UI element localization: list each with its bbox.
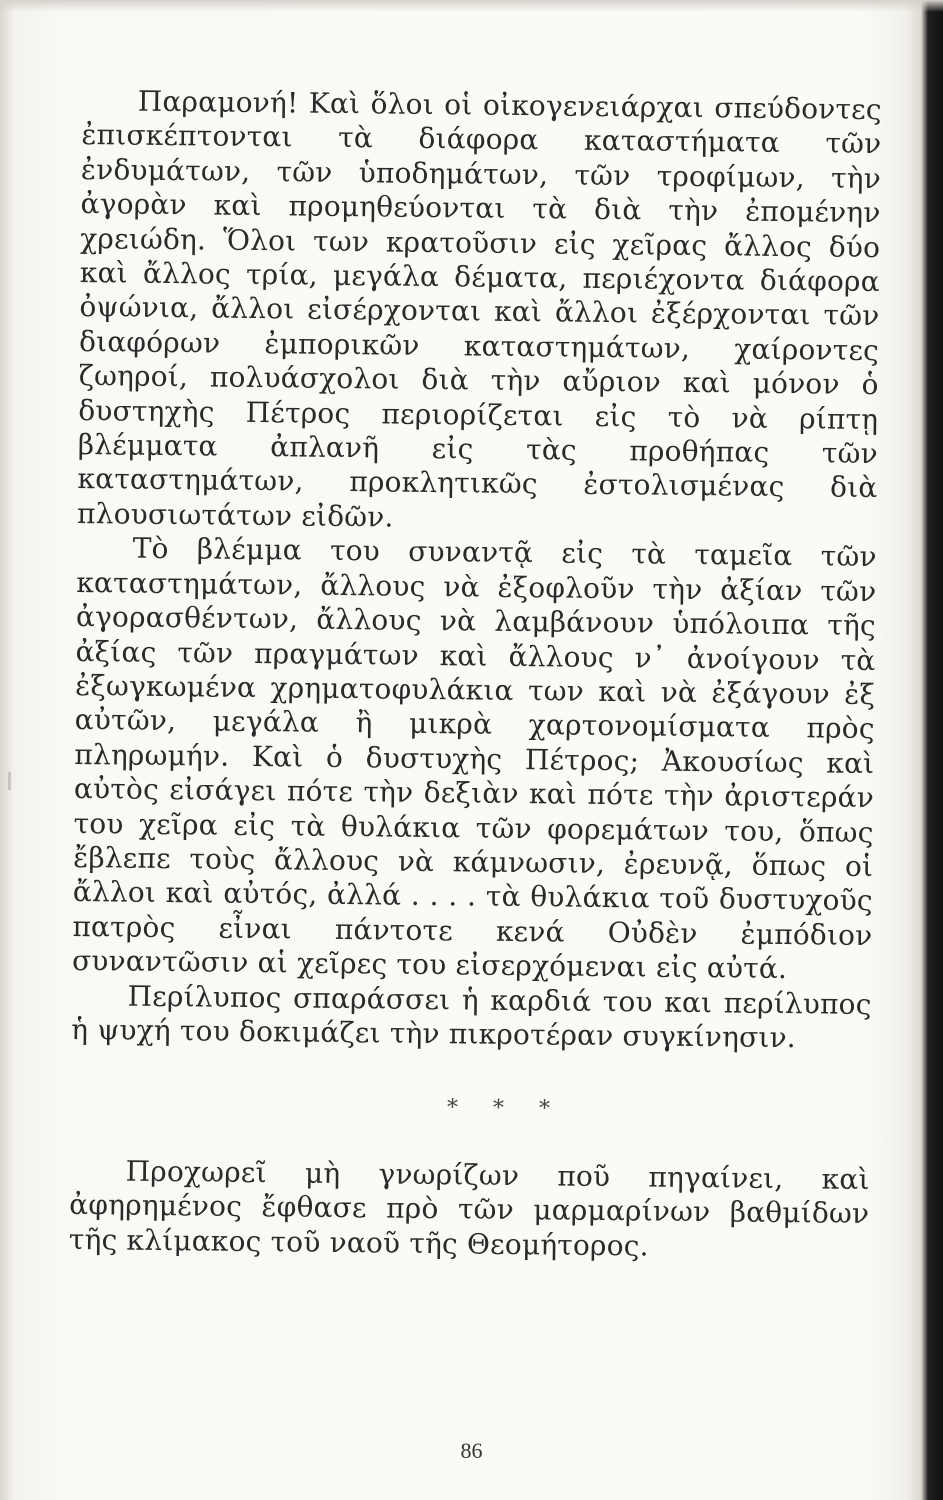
paragraph-3: Περίλυπος σπαράσσει ἡ καρδιά του και περίλυπος ἡ ψυχή του δοκιμάζει τὴν πικροτέραν συγκίνησιν. xyxy=(71,979,872,1055)
page-top-shadow xyxy=(0,0,943,12)
body-text xyxy=(69,84,882,1266)
scan-speck xyxy=(8,772,11,790)
section-separator: * * * xyxy=(446,1095,565,1122)
paragraph-2: Τὸ βλέμμα του συναντᾷ εἰς τὰ ταμεῖα τῶν καταστημάτων, ἄλλους νὰ ἐξοφλοῦν τὴν ἀξίαν τῶν ἀγορασθέντων, ἄλλους νὰ λαμβάνουν ὑπόλοιπα τῆς ἀξίας τῶν πραγμάτων καὶ ἄλλους ν᾽ ἀνοίγουν τὰ ἐξωγκωμένα χρηματοφυλάκια των καὶ νὰ ἐξάγουν ἐξ αὐτῶν, μεγάλα ἢ μικρὰ χαρτονομίσματα πρὸς πληρωμήν. Καὶ ὁ δυστυχὴς Πέτρος; Ἀκουσίως καὶ αὐτὸς εἰσάγει πότε τὴν δεξιὰν καὶ πότε τὴν ἀριστεράν του χεῖρα εἰς τὰ θυλάκια τῶν φορεμάτων του, ὅπως ἔβλεπε τοὺς ἄλλους νὰ κάμνωσιν, ἐρευνᾷ, ὅπως οἱ ἄλλοι καὶ αὐτός, ἀλλά . . . . τὰ θυλάκια τοῦ δυστυχοῦς πατρὸς εἶναι πάντοτε κενά Οὐδὲν ἐμπόδιον συναντῶσιν αἱ χεῖρες του εἰσερχόμεναι εἰς αὐτά. xyxy=(71,531,877,986)
page-number: 86 xyxy=(460,1438,483,1463)
paragraph-4: Προχωρεῖ μὴ γνωρίζων ποῦ πηγαίνει, καὶ ἀφηρημένος ἔφθασε πρὸ τῶν μαρμαρίνων βαθμίδων τῆς κλίμακος τοῦ ναοῦ τῆς Θεομήτορος. xyxy=(68,1154,870,1263)
paragraph-1: Παραμονή! Καὶ ὅλοι οἱ οἰκογενειάρχαι σπεύδοντες ἐπισκέπτονται τὰ διάφορα καταστήματα τῶν ἐνδυμάτων, τῶν ὑποδημάτων, τῶν τροφίμων, τὴν ἀγορὰν καὶ προμηθεύονται τὰ διὰ τὴν ἐπομένην χρειώδη. Ὅλοι των κρατοῦσιν εἰς χεῖρας ἄλλος δύο καὶ ἄλλος τρία, μεγάλα δέματα, περιέχοντα διάφορα ὀψώνια, ἄλλοι εἰσέρχονται καὶ ἄλλοι ἐξέρχονται τῶν διαφόρων ἐμπορικῶν καταστημάτων, χαίροντες ζωηροί, πολυάσχολοι διὰ τὴν αὔριον καὶ μόνον ὁ δυστηχὴς Πέτρος περιορίζεται εἰς τὸ νὰ ρίπτῃ βλέμματα ἀπλανῆ εἰς τὰς προθήπας τῶν καταστημάτων, προκλητικῶς ἐστολισμένας διὰ πλουσιωτάτων εἰδῶν. xyxy=(76,84,882,534)
